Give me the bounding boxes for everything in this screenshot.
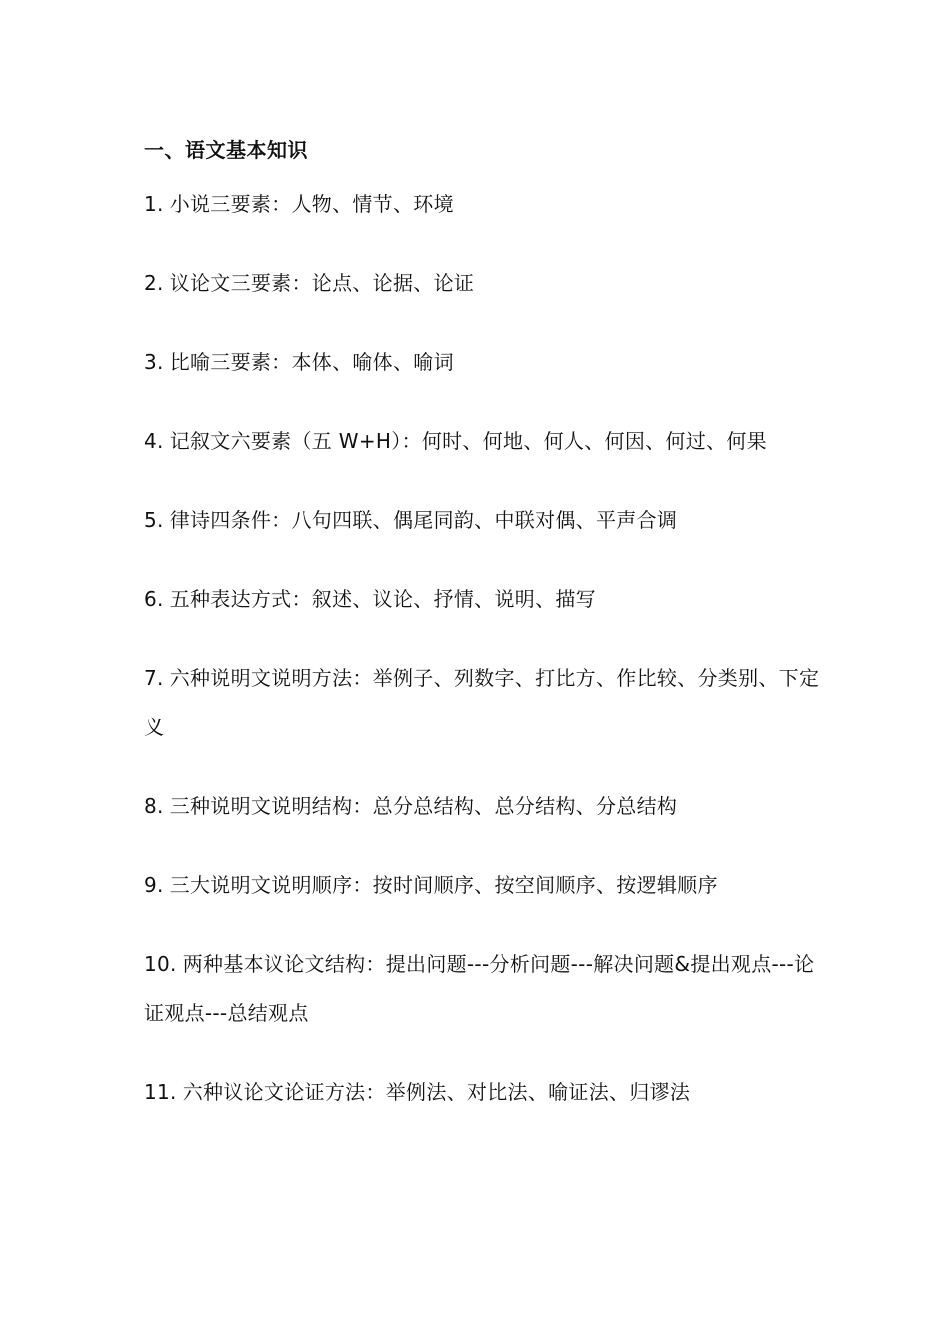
list-item <box>144 338 834 387</box>
list-item <box>144 940 834 1038</box>
item-number: 9. <box>144 873 164 897</box>
item-text: 小说三要素：人物、情节、环境 <box>169 192 454 216</box>
item-number: 7. <box>144 666 164 690</box>
item-text: 三种说明文说明结构：总分总结构、总分结构、分总结构 <box>169 794 678 818</box>
item-number: 11. <box>144 1080 177 1104</box>
list-item <box>144 782 834 831</box>
item-number: 8. <box>144 794 164 818</box>
list-item <box>144 861 834 910</box>
item-text: 记叙文六要素（五 W+H）：何时、何地、何人、何因、何过、何果 <box>169 429 767 453</box>
item-text: 议论文三要素：论点、论据、论证 <box>169 271 475 295</box>
item-text: 两种基本议论文结构：提出问题---分析问题---解决问题&提出观点---论证观点---总结观点 <box>144 952 815 1025</box>
item-number: 10. <box>144 952 177 976</box>
item-text: 三大说明文说明顺序：按时间顺序、按空间顺序、按逻辑顺序 <box>169 873 718 897</box>
document-content <box>144 130 834 1147</box>
item-number: 1. <box>144 192 164 216</box>
list-item <box>144 496 834 545</box>
item-text: 律诗四条件：八句四联、偶尾同韵、中联对偶、平声合调 <box>169 508 678 532</box>
item-text: 比喻三要素：本体、喻体、喻词 <box>169 350 454 374</box>
list-item <box>144 180 834 229</box>
item-number: 6. <box>144 587 164 611</box>
item-text: 六种议论文论证方法：举例法、对比法、喻证法、归谬法 <box>182 1080 691 1104</box>
item-number: 2. <box>144 271 164 295</box>
item-text: 六种说明文说明方法：举例子、列数字、打比方、作比较、分类别、下定义 <box>144 666 820 739</box>
item-number: 5. <box>144 508 164 532</box>
list-item <box>144 575 834 624</box>
list-item <box>144 1068 834 1117</box>
list-item <box>144 654 834 752</box>
item-number: 3. <box>144 350 164 374</box>
item-number: 4. <box>144 429 164 453</box>
item-text: 五种表达方式：叙述、议论、抒情、说明、描写 <box>169 587 596 611</box>
list-item <box>144 417 834 466</box>
section-title: 一、语文基本知识 <box>144 138 308 162</box>
list-item <box>144 259 834 308</box>
